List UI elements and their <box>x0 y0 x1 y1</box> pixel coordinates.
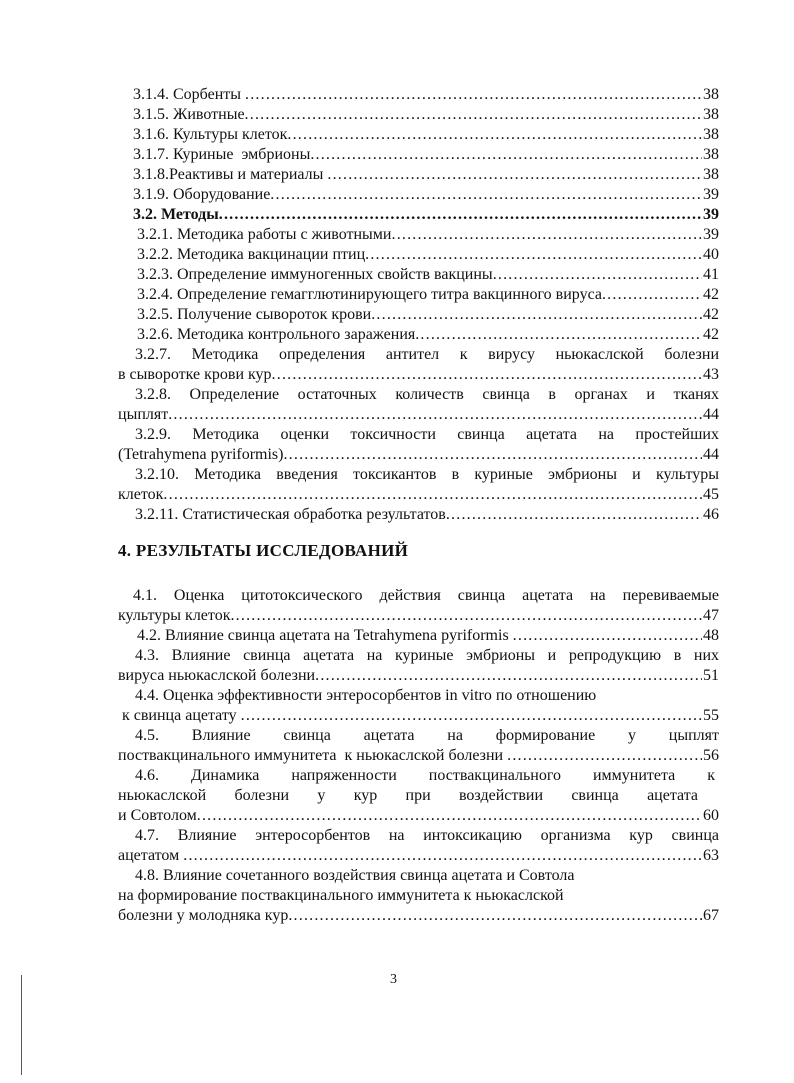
toc-entry-text: поствакцинального иммунитета к ньюкаслской болезни <box>118 747 508 764</box>
dot-leader <box>230 606 702 626</box>
dot-leader <box>241 706 702 726</box>
dot-leader <box>415 325 702 345</box>
toc-entry-text: 3.2.4. Определение гемагглютинирующего титра вакцинного вируса <box>137 286 602 303</box>
dot-leader <box>245 105 702 125</box>
toc-entry-text: 3.1.5. Животные <box>133 106 245 123</box>
toc-entry[interactable] <box>118 285 719 305</box>
toc-entry-text: 3.2.10. Методика введения токсикантов в куриные эмбрионы и культуры <box>135 466 719 483</box>
toc-page-number: 39 <box>703 206 719 223</box>
dot-leader <box>287 125 702 145</box>
dot-leader <box>310 145 702 165</box>
dot-leader <box>270 185 702 205</box>
toc-entry[interactable] <box>118 85 719 105</box>
dot-leader <box>183 846 702 866</box>
toc-entry-text: ньюкаслской болезни у кур при воздействии свинца ацетата <box>118 787 698 804</box>
toc-entry-text: культуры клеток <box>118 607 231 624</box>
toc-page-number: 39 <box>703 226 719 243</box>
toc-entry-text: 3.2.1. Методика работы с животными <box>137 226 392 243</box>
toc-entry[interactable] <box>118 245 719 265</box>
dot-leader <box>245 85 702 105</box>
toc-entry-text: 3.1.8.Реактивы и материалы <box>133 166 328 183</box>
toc-page-number: 48 <box>703 627 719 644</box>
dot-leader <box>446 505 702 525</box>
toc-entry-text: 3.2.5. Получение сывороток крови <box>137 306 372 323</box>
toc-entry-text: 3.2.3. Определение иммуногенных свойств вакцины <box>137 266 493 283</box>
toc-entry-text: 4.1. Оценка цитотоксического действия свинца ацетата на перевиваемые <box>133 587 719 604</box>
toc-entry[interactable] <box>118 185 719 205</box>
toc-page-number: 42 <box>703 306 719 323</box>
toc-entry[interactable] <box>118 626 719 646</box>
toc-entry-text: 3.2.2. Методика вакцинации птиц <box>137 246 366 263</box>
toc-entry-text: на формирование поствакцинального иммунитета к ньюкаслской <box>118 887 564 904</box>
toc-page-number: 44 <box>703 406 719 423</box>
toc-entry-text: 4.6. Динамика напряженности поствакцинального иммунитета к <box>135 767 715 784</box>
toc-page-number: 38 <box>703 86 719 103</box>
toc-entry-text: болезни у молодняка кур <box>118 907 289 924</box>
toc-page-number: 55 <box>703 707 719 724</box>
toc-entry-text: 4.3. Влияние свинца ацетата на куриные эмбрионы и репродукцию в них <box>135 647 719 664</box>
dot-leader <box>365 245 702 265</box>
toc-entry[interactable] <box>118 305 719 325</box>
toc-entry-text: 3.2.9. Методика оценки токсичности свинца ацетата на простейших <box>135 426 719 443</box>
page-number: 3 <box>390 972 397 987</box>
toc-entry[interactable] <box>118 686 719 726</box>
toc-page-number: 42 <box>703 286 719 303</box>
toc-entry[interactable] <box>118 646 719 686</box>
dot-leader <box>602 285 702 305</box>
toc-entry-text: ацетатом <box>118 847 184 864</box>
toc-section-3 <box>118 85 719 525</box>
toc-entry[interactable] <box>118 345 719 385</box>
toc-entry[interactable] <box>118 586 719 626</box>
toc-entry[interactable] <box>118 505 719 525</box>
toc-page-number: 44 <box>703 446 719 463</box>
toc-entry[interactable] <box>118 866 719 926</box>
dot-leader <box>197 806 702 826</box>
toc-page-number: 40 <box>703 246 719 263</box>
dot-leader <box>493 265 702 285</box>
toc-page-number: 45 <box>703 486 719 503</box>
toc-entry-text: в сыворотке крови кур <box>118 366 272 383</box>
toc-entry-text: 3.1.6. Культуры клеток <box>133 126 288 143</box>
toc-entry-text: 3.1.9. Оборудование <box>133 186 271 203</box>
toc-entry-text: 3.2.6. Методика контрольного заражения <box>137 326 416 343</box>
toc-entry[interactable] <box>118 766 719 826</box>
toc-entry[interactable] <box>118 105 719 125</box>
toc-entry-text: 3.2. Методы <box>133 206 219 223</box>
toc-entry[interactable] <box>118 385 719 425</box>
toc-entry[interactable] <box>118 425 719 465</box>
scan-artifact-line <box>21 975 22 1075</box>
toc-entry-text: цыплят <box>118 406 169 423</box>
dot-leader <box>315 666 702 686</box>
toc-entry-text: (Tetrahymena pyriformis) <box>118 446 284 463</box>
toc-entry-text: 3.2.11. Статистическая обработка результатов <box>135 506 446 523</box>
toc-page-number: 39 <box>703 186 719 203</box>
toc-entry-text: 3.2.8. Определение остаточных количеств свинца в органах и тканях <box>135 386 719 403</box>
dot-leader <box>392 225 703 245</box>
toc-entry-text: 4.7. Влияние энтеросорбентов на интоксикацию организма кур свинца <box>135 827 719 844</box>
toc-entry-text: 4.2. Влияние свинца ацетата на Tetrahymena pyriformis <box>137 627 513 644</box>
toc-page-number: 60 <box>703 807 719 824</box>
toc-entry-text: 3.1.4. Сорбенты <box>133 86 246 103</box>
toc-entry[interactable] <box>118 205 719 225</box>
toc-entry-text: 4.5. Влияние свинца ацетата на формирование у цыплят <box>135 727 719 744</box>
toc-entry[interactable] <box>118 165 719 185</box>
dot-leader <box>513 626 702 646</box>
toc-entry-text: 3.1.7. Куриные эмбрионы <box>133 146 311 163</box>
toc-entry-text: 4.4. Оценка эффективности энтеросорбентов in vitro по отношению <box>135 687 597 704</box>
toc-page-number: 51 <box>703 667 719 684</box>
toc-page-number: 41 <box>703 266 719 283</box>
dot-leader <box>327 165 702 185</box>
toc-entry[interactable] <box>118 325 719 345</box>
toc-page-number: 46 <box>703 506 719 523</box>
toc-page-number: 63 <box>703 847 719 864</box>
toc-entry[interactable] <box>118 726 719 766</box>
toc-page-number: 43 <box>703 366 719 383</box>
toc-page-number: 47 <box>703 607 719 624</box>
toc-page-number: 38 <box>703 166 719 183</box>
dot-leader <box>371 305 702 325</box>
dot-leader <box>219 205 702 225</box>
toc-entry[interactable] <box>118 465 719 505</box>
toc-entry-text: к свинца ацетату <box>118 707 241 724</box>
toc-page-number: 42 <box>703 326 719 343</box>
dot-leader <box>288 906 702 926</box>
toc-entry[interactable] <box>118 265 719 285</box>
dot-leader <box>507 746 702 766</box>
dot-leader <box>163 485 702 505</box>
dot-leader <box>272 365 702 385</box>
section-heading: 4. РЕЗУЛЬТАТЫ ИССЛЕДОВАНИЙ <box>118 541 409 560</box>
toc-entry-text: 4.8. Влияние сочетанного воздействия свинца ацетата и Совтола <box>135 867 575 884</box>
toc-page-number: 38 <box>703 106 719 123</box>
toc-page-number: 67 <box>703 907 719 924</box>
toc-entry-text: и Совтолом <box>118 807 197 824</box>
toc-page-number: 56 <box>703 747 719 764</box>
toc-entry[interactable] <box>118 826 719 866</box>
toc-entry-text: 3.2.7. Методика определения антител к вирусу ньюкаслской болезни <box>135 346 719 363</box>
toc-page-number: 38 <box>703 146 719 163</box>
dot-leader <box>283 445 702 465</box>
toc-section-4 <box>118 586 719 926</box>
toc-entry[interactable] <box>118 225 719 245</box>
toc-entry[interactable] <box>118 125 719 145</box>
toc-entry-text: клеток <box>118 486 164 503</box>
toc-page-number: 38 <box>703 126 719 143</box>
toc-entry[interactable] <box>118 145 719 165</box>
dot-leader <box>168 405 702 425</box>
toc-entry-text: вируса ньюкаслской болезни <box>118 667 316 684</box>
